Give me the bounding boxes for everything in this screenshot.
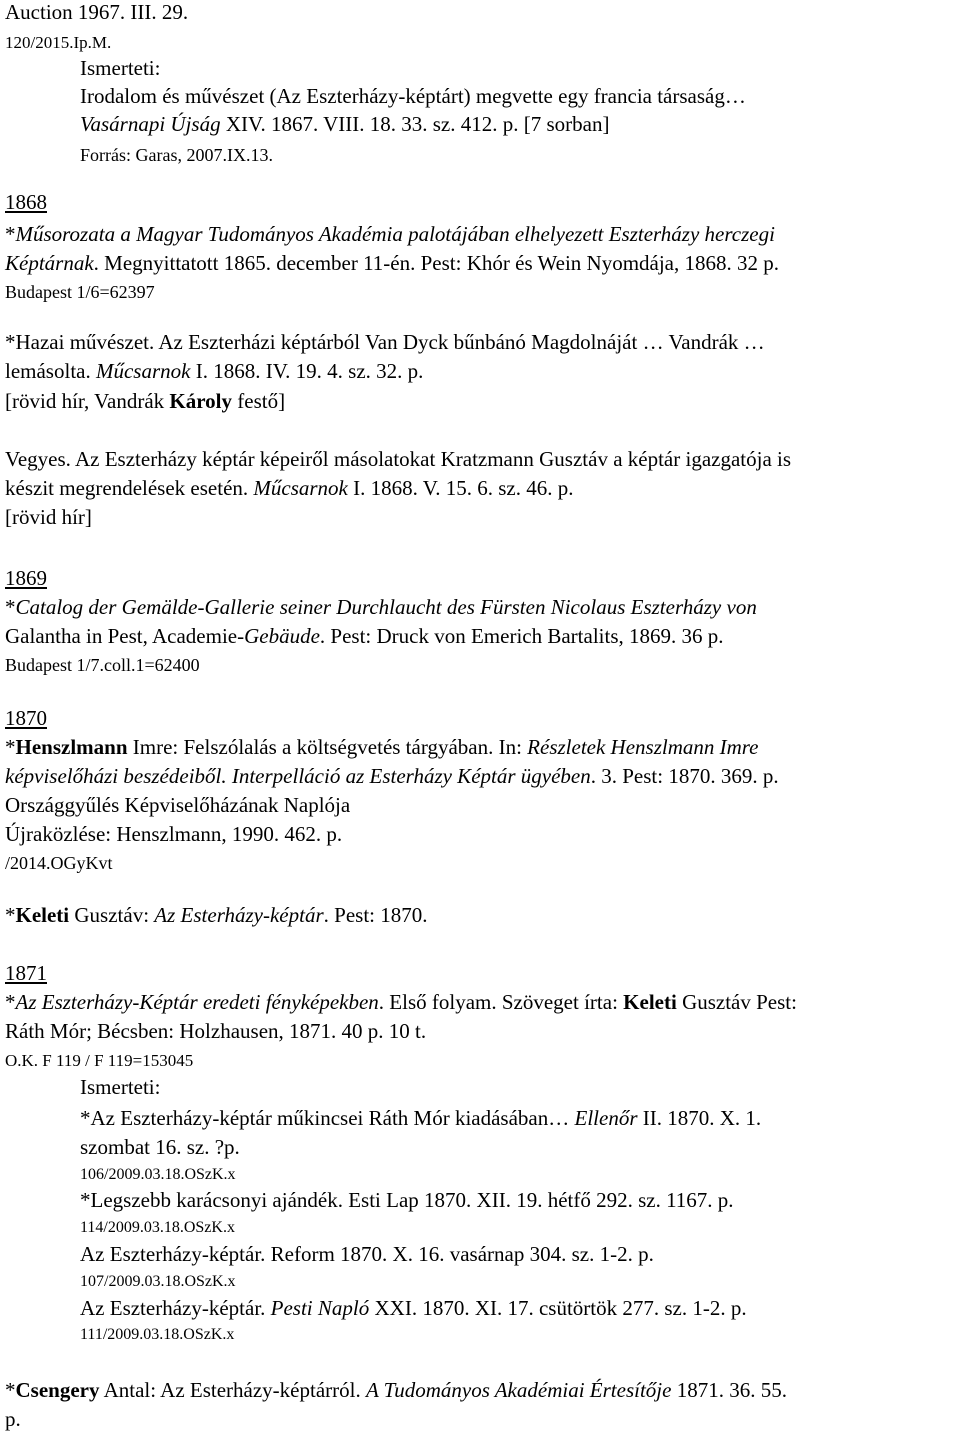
year-heading-1868 [5,192,47,213]
entry-line [5,824,342,845]
entry-line [5,1409,21,1430]
source-line [80,146,273,164]
text: lemásolta. [5,359,96,383]
text: I. 1868. V. 15. 6. sz. 46. p. [347,476,574,500]
text: Auction 1967. III. 29. [5,0,189,24]
entry-line [5,361,423,382]
text: * [5,735,16,759]
review-line [80,1137,240,1158]
text: Keleti [15,903,70,927]
text: képviselőházi beszédeiből. Interpelláció az Esterházy Képtár ügyében [5,764,591,788]
review-ref [80,1327,234,1343]
text: festő] [232,389,286,413]
review-line [80,1190,734,1211]
entry-line [5,253,779,274]
review-line [80,1298,747,1319]
text: 1868 [5,190,47,214]
entry-line [5,597,757,618]
review-line [80,1244,654,1265]
text: Imre: Felszólalás a költségvetés tárgyában. In: [127,735,528,759]
text: Az Esterházy-képtár [154,903,324,927]
text: Gusztáv: [69,903,155,927]
entry-line [5,1380,787,1401]
entry-line [5,626,724,647]
entry-line [5,332,765,353]
entry-line [5,478,573,499]
text: Ellenőr [574,1106,638,1130]
text: . Pest: Druck von Emerich Bartalits, 1869. 36 p. [319,624,724,648]
text: Forrás: Garas, 2007.IX.13. [80,145,273,165]
entry-line [5,992,797,1013]
text: Az Eszterházy-Képtár eredeti fényképekben [15,990,379,1014]
text: O.K. F 119 / F 119=153045 [5,1051,194,1070]
text: Gebäude [244,624,320,648]
text: XIV. 1867. VIII. 18. 33. sz. 412. p. [7 sorban] [220,112,610,136]
text: . Pest: 1870. [323,903,428,927]
text: 111/2009.03.18.OSzK.x [80,1326,235,1343]
review-ref [80,1220,235,1236]
review-line [80,1108,761,1129]
review-source-line [80,114,609,135]
text: Pesti Napló [270,1296,370,1320]
text: Ráth Mór; Bécsben: Holzhausen, 1871. 40 p. 10 t. [5,1019,427,1043]
text: * [5,990,16,1014]
entry-line [5,224,775,245]
year-heading-1870 [5,708,47,729]
entry-line [5,449,791,470]
text: /2014.OGyKvt [5,853,113,873]
text: 1871. 36. 55. [671,1378,787,1402]
text: Az Eszterházy-képtár. Reform 1870. X. 16. vasárnap 304. sz. 1-2. p. [80,1242,654,1266]
call-number [5,656,200,674]
text: Műsorozata a Magyar Tudományos Akadémia palotájában elhelyezett Eszterházy herczegi [15,222,775,246]
text: [rövid hír, Vandrák [5,389,170,413]
text: 114/2009.03.18.OSzK.x [80,1219,235,1236]
call-number [5,283,155,301]
entry-line [5,737,759,758]
year-heading-1869 [5,568,47,589]
text: Budapest 1/7.coll.1=62400 [5,655,200,675]
text: [rövid hír] [5,505,92,529]
text: 120/2015.Ip.M. [5,33,112,52]
text: Újraközlése: Henszlmann, 1990. 462. p. [5,822,343,846]
text: . Megnyittatott 1865. december 11-én. Pest: Khór és Wein Nyomdája, 1868. 32 p. [93,251,780,275]
text: * [5,1378,16,1402]
text: Keleti [623,990,677,1014]
text: Gusztáv Pest: [676,990,797,1014]
text: Vasárnapi Újság [80,112,221,136]
text: Henszlmann [15,735,128,759]
text: Műcsarnok [95,359,191,383]
call-number [5,854,113,872]
review-ref [80,1274,236,1290]
entry-line [5,391,285,412]
text: Galantha in Pest, Academie- [5,624,245,648]
text: A Tudományos Akadémiai Értesítője [365,1378,672,1402]
text: Irodalom és művészet (Az Eszterházy-képtárt) megvette egy francia társaság… [80,84,746,108]
text: . Első folyam. Szöveget írta: [378,990,624,1014]
call-number [5,1052,193,1069]
text: Budapest 1/6=62397 [5,282,155,302]
text: II. 1870. X. 1. [637,1106,762,1130]
text: Az Eszterházy-képtár. [80,1296,271,1320]
text: *Az Eszterházy-képtár műkincsei Ráth Mór kiadásában… [80,1106,575,1130]
entry-line [5,507,92,528]
review-ref [80,1167,236,1183]
text: 107/2009.03.18.OSzK.x [80,1273,236,1290]
text: * [5,595,16,619]
text: Részletek Henszlmann Imre [527,735,759,759]
text: Csengery [15,1378,100,1402]
text: 1871 [5,961,47,985]
text: Műcsarnok [253,476,348,500]
text: készit megrendelések esetén. [5,476,254,500]
text: Ismerteti: [80,56,161,80]
text: p. [5,1407,21,1431]
text: . 3. Pest: 1870. 369. p. [590,764,779,788]
text: Országgyűlés Képviselőházának Naplója [5,793,351,817]
entry-line [5,1021,426,1042]
review-line [80,86,746,107]
text: 1870 [5,706,47,730]
text: 106/2009.03.18.OSzK.x [80,1166,236,1183]
text: *Legszebb karácsonyi ajándék. Esti Lap 1870. XII. 19. hétfő 292. sz. 1167. p. [80,1188,734,1212]
text: Vegyes. Az Eszterházy képtár képeiről másolatokat Kratzmann Gusztáv a képtár igazgatója is [5,447,792,471]
text: Antal: Az Esterházy-képtárról. [99,1378,366,1402]
text: *Hazai művészet. Az Eszterházi képtárból Van Dyck bűnbánó Magdolnáját … Vandrák … [5,330,765,354]
text: Károly [169,389,233,413]
text: Képtárnak [5,251,94,275]
ref-line [5,34,111,51]
text: 1869 [5,566,47,590]
ismerteti-label [80,58,160,79]
text: szombat 16. sz. ?p. [80,1135,240,1159]
auction-line [5,2,188,23]
text: XXI. 1870. XI. 17. csütörtök 277. sz. 1-2. p. [369,1296,747,1320]
text: Catalog der Gemälde-Gallerie seiner Durchlaucht des Fürsten Nicolaus Eszterházy von [15,595,757,619]
entry-line [5,905,427,926]
ismerteti-label [80,1077,160,1098]
text: * [5,903,16,927]
year-heading-1871 [5,963,47,984]
text: I. 1868. IV. 19. 4. sz. 32. p. [190,359,424,383]
text: * [5,222,16,246]
entry-line [5,766,779,787]
entry-line [5,795,350,816]
text: Ismerteti: [80,1075,161,1099]
